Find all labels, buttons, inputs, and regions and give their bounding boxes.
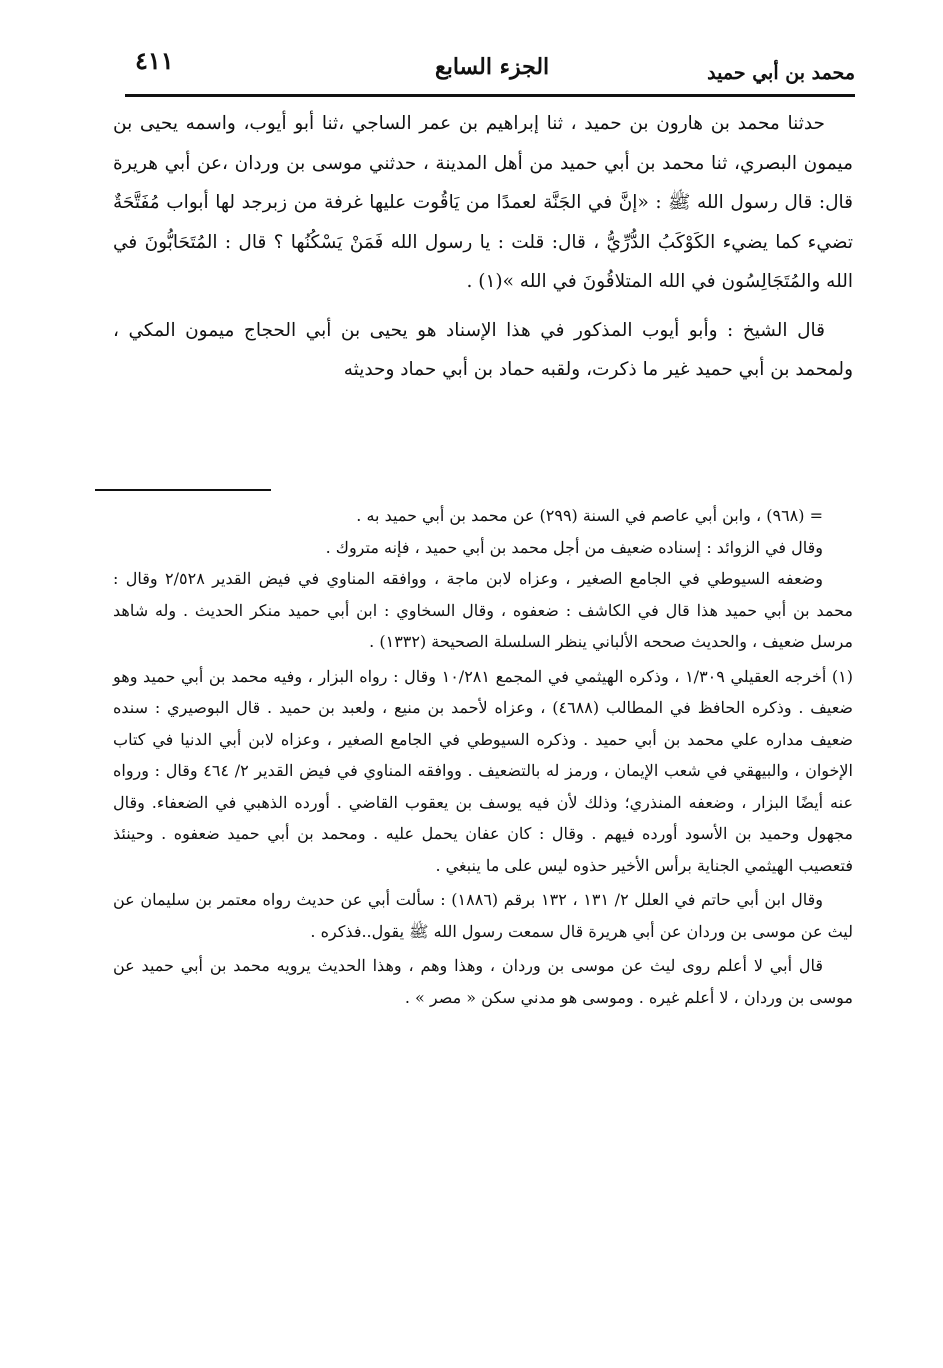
volume-title: الجزء السابع: [435, 54, 550, 80]
page-header: [125, 40, 855, 98]
footnote-divider: [95, 489, 271, 491]
main-text: [113, 104, 853, 390]
footnote-paragraph: وقال ابن أبي حاتم في العلل ٢/ ١٣١ ، ١٣٢ برقم (١٨٨٦) : سألت أبي عن حديث رواه معتمر بن سليمان عن ليث عن موسى بن وردان عن أبي هريرة قال سمعت رسول الله ﷺ يقول..فذكره .: [113, 890, 853, 941]
running-head: محمد بن أبي حميد: [707, 62, 855, 84]
main-paragraph: قال الشيخ : وأبو أيوب المذكور في هذا الإسناد هو يحيى بن أبي الحجاج ميمون المكي ، ولمحمد بن أبي حميد غير ما ذكرت، ولقبه حماد بن أبي حماد وحديثه: [113, 319, 853, 380]
footnote-paragraph: قال أبي لا أعلم روى ليث عن موسى بن وردان ، وهذا وهم ، وهذا الحديث يرويه محمد بن أبي حميد عن موسى بن وردان ، لا أعلم غيره . وموسى هو مدني سكن « مصر » .: [113, 956, 853, 1007]
footnote-paragraph: وضعفه السيوطي في الجامع الصغير ، وعزاه لابن ماجة ، ووافقه المناوي في فيض القدير ٢/٥٢٨ وقال : محمد بن أبي حميد هذا قال في الكاشف : ضعفوه ، وقال السخاوي : ابن أبي حميد منكر الحديث . وله شاهد مرسل ضعيف ، والحديث صححه الألباني ينظر السلسلة الصحيحة (١٣٣٢) .: [113, 569, 853, 651]
footnotes: [113, 500, 853, 1013]
footnote-paragraph: = (٩٦٨) ، وابن أبي عاصم في السنة (٢٩٩) عن محمد بن أبي حميد به .: [356, 506, 823, 525]
footnote-paragraph: (١) أخرجه العقيلي ١/٣٠٩ ، وذكره الهيثمي في المجمع ١٠/٢٨١ وقال : رواه البزار ، وفيه محمد بن أبي حميد وهو ضعيف . وذكره الحافظ في المطالب (٤٦٨٨) ، وعزاه لأحمد بن منيع ، ولعبد بن حميد . قال البوصيري : سنده ضعيف مداره علي محمد بن أبي حميد . وذكره السيوطي في الجامع الصغير ، وعزاه لابن أبي الدنيا في كتاب الإخوان ، والبيهقي في شعب الإيمان ، ورمز له بالتضعيف . ووافقه المناوي في فيض القدير ٢/ ٤٦٤ وقال : ورواه عنه أيضًا البزار ، وضعفه المنذري؛ وذلك لأن فيه يوسف بن يعقوب القاضي . أورده الذهبي في الضعفاء. وقال مجهول وحميد بن الأسود أورده فيهم . وقال : كان عفان يحمل عليه . ومحمد بن أبي حميد ضعفوه . وحينئذ فتعصيب الهيثمي الجناية برأس الأخير حذوه ليس على ما ينبغي .: [113, 666, 854, 875]
footnote-paragraph: وقال في الزوائد : إسناده ضعيف من أجل محمد بن أبي حميد ، فإنه متروك .: [325, 537, 823, 557]
header-rule: [125, 94, 855, 97]
page-number: ٤١١: [135, 46, 174, 75]
main-paragraph: حدثنا محمد بن هارون بن حميد ، ثنا إبراهيم بن عمر الساجي ،ثنا أبو أيوب، واسمه يحيى بن ميمون البصري، ثنا محمد بن أبي حميد من أهل المدينة ، حدثني موسى بن وردان ،عن أبي هريرة قال: قال رسول الله ﷺ : «إنَّ في الجَنَّة لعمدًا من يَاقُوت عليها غرفة من زبرجد لها أبواب مُفَتَّحَةٌ تضيء كما يضيء الكَوْكَبُ الدُّرِّيُّ ، قال: قلت : يا رسول الله فَمَنْ يَسْكُنُها ؟ قال : المُتَحَابُّونَ في الله والمُتَجَالِسُون في الله المتلاقُونَ في الله »(١) .: [113, 113, 853, 292]
